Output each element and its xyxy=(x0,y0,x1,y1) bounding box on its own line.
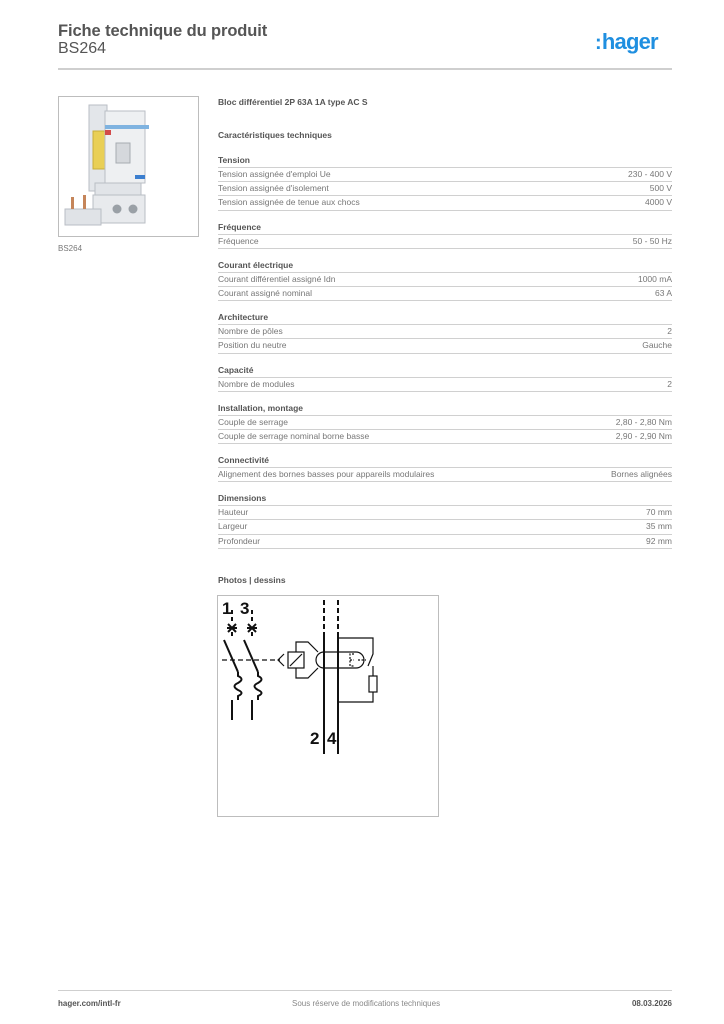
hager-logo xyxy=(595,29,658,55)
spec-label: Couple de serrage xyxy=(218,416,288,427)
spec-label: Largeur xyxy=(218,521,248,532)
spec-value: 92 mm xyxy=(646,535,672,546)
terminal-label: 2 xyxy=(310,729,320,748)
spec-label: Hauteur xyxy=(218,507,249,518)
spec-row xyxy=(218,235,672,249)
spec-group-title: Courant électrique xyxy=(218,259,672,273)
spec-group-installation xyxy=(218,402,672,444)
circuit-breaker-module-image xyxy=(59,97,198,236)
terminal-label: 4 xyxy=(327,729,337,748)
spec-value: 230 - 400 V xyxy=(628,169,672,179)
spec-label: Courant assigné nominal xyxy=(218,287,313,298)
terminal-label: 3 xyxy=(240,599,250,618)
spec-row xyxy=(218,535,672,549)
spec-row xyxy=(218,196,672,210)
spec-group-connectivite xyxy=(218,454,672,482)
logo-text: hager xyxy=(601,29,658,54)
spec-row xyxy=(218,182,672,196)
spec-group-dimensions xyxy=(218,492,672,549)
spec-row xyxy=(218,378,672,392)
footer-disclaimer: Sous réserve de modifications techniques xyxy=(292,999,441,1008)
footer-website-link[interactable]: hager.com/intl-fr xyxy=(58,999,121,1008)
terminal-label: 1 xyxy=(222,599,232,618)
wiring-diagram xyxy=(217,595,439,817)
spec-label: Tension assignée de tenue aux chocs xyxy=(218,197,360,208)
spec-value: 2 xyxy=(667,378,672,389)
spec-value: Bornes alignées xyxy=(611,469,672,480)
spec-group-title: Fréquence xyxy=(218,221,672,235)
spec-group-architecture xyxy=(218,311,672,353)
spec-row xyxy=(218,520,672,534)
spec-row xyxy=(218,325,672,339)
spec-label: Tension assignée d'isolement xyxy=(218,183,329,194)
spec-row xyxy=(218,273,672,287)
spec-row xyxy=(218,506,672,520)
spec-label: Nombre de pôles xyxy=(218,326,283,337)
spec-row xyxy=(218,430,672,444)
spec-value: 70 mm xyxy=(646,507,672,518)
spec-row xyxy=(218,168,672,182)
spec-group-title: Connectivité xyxy=(218,454,672,468)
spec-label: Courant différentiel assigné Idn xyxy=(218,273,336,284)
specs-table xyxy=(218,154,672,559)
header-divider xyxy=(58,68,672,70)
spec-value: 63 A xyxy=(654,287,672,298)
spec-group-title: Capacité xyxy=(218,364,672,378)
spec-label: Position du neutre xyxy=(218,340,287,351)
product-description: Bloc différentiel 2P 63A 1A type AC S xyxy=(218,97,368,107)
spec-row xyxy=(218,287,672,301)
spec-row xyxy=(218,416,672,430)
spec-row xyxy=(218,468,672,482)
spec-group-frequence xyxy=(218,221,672,249)
spec-label: Profondeur xyxy=(218,535,261,546)
product-image xyxy=(58,96,199,237)
header-reference: BS264 xyxy=(58,40,107,57)
spec-value: 2,90 - 2,90 Nm xyxy=(615,430,672,441)
spec-label: Couple de serrage nominal borne basse xyxy=(218,430,370,441)
spec-value: 2 xyxy=(667,326,672,337)
spec-value: 4000 V xyxy=(645,197,672,208)
spec-label: Tension assignée d'emploi Ue xyxy=(218,169,331,179)
spec-group-courant xyxy=(218,259,672,301)
photos-heading: Photos | dessins xyxy=(218,575,286,585)
spec-group-title: Dimensions xyxy=(218,492,672,506)
spec-value: Gauche xyxy=(642,340,672,351)
spec-value: 1000 mA xyxy=(637,273,672,284)
footer-date: 08.03.2026 xyxy=(631,999,672,1008)
spec-label: Nombre de modules xyxy=(218,378,295,389)
spec-group-capacite xyxy=(218,364,672,392)
spec-value: 50 - 50 Hz xyxy=(632,235,672,246)
logo-colon-icon: : xyxy=(595,32,601,54)
spec-group-title: Architecture xyxy=(218,311,672,325)
spec-label: Alignement des bornes basses pour appareils modulaires xyxy=(218,469,435,480)
wiring-diagram-icon xyxy=(218,596,438,816)
footer-divider xyxy=(58,990,672,991)
spec-value: 35 mm xyxy=(646,521,672,532)
spec-group-title: Installation, montage xyxy=(218,402,672,416)
header-title: Fiche technique du produit xyxy=(58,22,268,40)
specs-heading: Caractéristiques techniques xyxy=(218,130,332,140)
spec-value: 500 V xyxy=(649,183,672,194)
spec-value: 2,80 - 2,80 Nm xyxy=(615,416,672,427)
spec-row xyxy=(218,339,672,353)
product-image-caption: BS264 xyxy=(58,244,83,253)
spec-label: Fréquence xyxy=(218,235,259,246)
spec-group-tension xyxy=(218,154,672,211)
spec-group-title: Tension xyxy=(218,154,672,168)
